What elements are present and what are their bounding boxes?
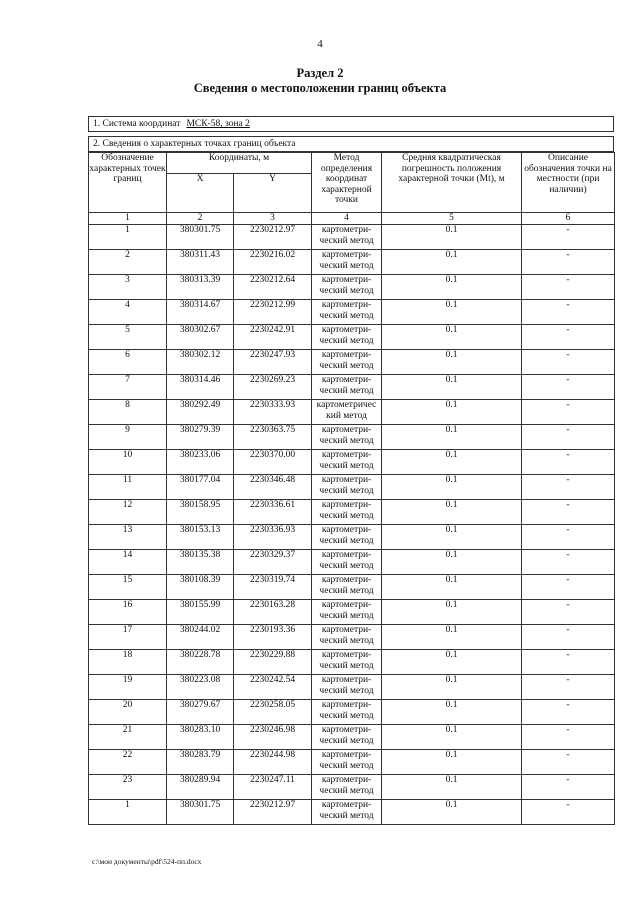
cell-y: 2230229.88 xyxy=(234,650,312,675)
cell-x: 380313.39 xyxy=(167,275,234,300)
column-number: 2 xyxy=(167,213,234,225)
cell-point: 19 xyxy=(89,675,167,700)
cell-x: 380279.39 xyxy=(167,425,234,450)
cell-y: 2230319.74 xyxy=(234,575,312,600)
cell-method: картометри-ческий метод xyxy=(312,225,382,250)
cell-y: 2230247.11 xyxy=(234,775,312,800)
cell-error: 0.1 xyxy=(382,800,522,825)
cell-error: 0.1 xyxy=(382,300,522,325)
cell-method: картометри-ческий метод xyxy=(312,750,382,775)
cell-y: 2230212.64 xyxy=(234,275,312,300)
cell-y: 2230246.98 xyxy=(234,725,312,750)
cell-error: 0.1 xyxy=(382,325,522,350)
cell-description: - xyxy=(522,350,615,375)
cell-x: 380311.43 xyxy=(167,250,234,275)
cell-point: 14 xyxy=(89,550,167,575)
cell-description: - xyxy=(522,500,615,525)
cell-error: 0.1 xyxy=(382,425,522,450)
cell-point: 1 xyxy=(89,800,167,825)
cell-description: - xyxy=(522,650,615,675)
cell-error: 0.1 xyxy=(382,725,522,750)
table-row xyxy=(89,225,615,250)
column-number: 5 xyxy=(382,213,522,225)
cell-description: - xyxy=(522,575,615,600)
cell-description: - xyxy=(522,275,615,300)
cell-error: 0.1 xyxy=(382,675,522,700)
cell-point: 11 xyxy=(89,475,167,500)
header-method: Метод определения координат характерной точки xyxy=(312,153,382,213)
table-row xyxy=(89,425,615,450)
cell-x: 380223.08 xyxy=(167,675,234,700)
cell-description: - xyxy=(522,325,615,350)
cell-x: 380301.75 xyxy=(167,800,234,825)
cell-description: - xyxy=(522,375,615,400)
cell-x: 380158.95 xyxy=(167,500,234,525)
cell-y: 2230242.91 xyxy=(234,325,312,350)
cell-error: 0.1 xyxy=(382,575,522,600)
cell-y: 2230269.23 xyxy=(234,375,312,400)
cell-x: 380314.46 xyxy=(167,375,234,400)
table-row xyxy=(89,375,615,400)
table-row xyxy=(89,600,615,625)
table-row xyxy=(89,500,615,525)
cell-point: 10 xyxy=(89,450,167,475)
column-number: 1 xyxy=(89,213,167,225)
cell-method: картометри-ческий метод xyxy=(312,575,382,600)
cell-error: 0.1 xyxy=(382,700,522,725)
cell-y: 2230212.97 xyxy=(234,800,312,825)
cell-method: картометри-ческий метод xyxy=(312,325,382,350)
cell-description: - xyxy=(522,600,615,625)
cell-method: картометри-ческий метод xyxy=(312,500,382,525)
cell-y: 2230333.93 xyxy=(234,400,312,425)
cell-description: - xyxy=(522,550,615,575)
table-row xyxy=(89,450,615,475)
cell-point: 23 xyxy=(89,775,167,800)
cell-description: - xyxy=(522,425,615,450)
cell-y: 2230346.48 xyxy=(234,475,312,500)
cell-description: - xyxy=(522,525,615,550)
cell-point: 12 xyxy=(89,500,167,525)
coordinate-system-label: 1. Система координат xyxy=(93,119,181,129)
table-row xyxy=(89,300,615,325)
cell-point: 21 xyxy=(89,725,167,750)
cell-method: картометри-ческий метод xyxy=(312,350,382,375)
cell-error: 0.1 xyxy=(382,625,522,650)
table-row xyxy=(89,550,615,575)
table-row xyxy=(89,775,615,800)
cell-method: картометри-ческий метод xyxy=(312,475,382,500)
section-title-line2: Сведения о местоположении границ объекта xyxy=(193,81,447,95)
document-frame xyxy=(88,116,614,825)
cell-error: 0.1 xyxy=(382,550,522,575)
cell-point: 5 xyxy=(89,325,167,350)
cell-point: 18 xyxy=(89,650,167,675)
cell-y: 2230242.54 xyxy=(234,675,312,700)
cell-x: 380289.94 xyxy=(167,775,234,800)
cell-method: картометри-ческий метод xyxy=(312,700,382,725)
coordinate-system-row xyxy=(88,116,614,132)
cell-method: картометри-ческий метод xyxy=(312,625,382,650)
points-table-body xyxy=(89,225,615,825)
cell-error: 0.1 xyxy=(382,775,522,800)
table-row xyxy=(89,650,615,675)
header-error: Средняя квадратическая погрешность положения характерной точки (Mt), м xyxy=(382,153,522,213)
cell-description: - xyxy=(522,750,615,775)
header-point-designation: Обозначение характерных точек границ xyxy=(89,153,167,213)
table-row xyxy=(89,675,615,700)
cell-point: 9 xyxy=(89,425,167,450)
cell-point: 4 xyxy=(89,300,167,325)
cell-y: 2230370.00 xyxy=(234,450,312,475)
cell-method: картометри-ческий метод xyxy=(312,550,382,575)
cell-error: 0.1 xyxy=(382,650,522,675)
cell-method: картометри-ческий метод xyxy=(312,725,382,750)
cell-y: 2230336.61 xyxy=(234,500,312,525)
cell-x: 380135.38 xyxy=(167,550,234,575)
header-coordinates: Координаты, м xyxy=(167,153,312,174)
cell-x: 380302.67 xyxy=(167,325,234,350)
cell-x: 380244.02 xyxy=(167,625,234,650)
cell-description: - xyxy=(522,450,615,475)
cell-description: - xyxy=(522,675,615,700)
cell-point: 20 xyxy=(89,700,167,725)
column-number: 6 xyxy=(522,213,615,225)
cell-point: 22 xyxy=(89,750,167,775)
cell-x: 380108.39 xyxy=(167,575,234,600)
points-table xyxy=(88,152,615,825)
cell-method: картометри-ческий метод xyxy=(312,600,382,625)
cell-description: - xyxy=(522,725,615,750)
cell-y: 2230212.97 xyxy=(234,225,312,250)
cell-point: 8 xyxy=(89,400,167,425)
table-row xyxy=(89,400,615,425)
header-x: X xyxy=(167,174,234,213)
cell-error: 0.1 xyxy=(382,350,522,375)
cell-point: 13 xyxy=(89,525,167,550)
coordinate-system-value: МСК-58, зона 2 xyxy=(186,119,250,129)
table-row xyxy=(89,575,615,600)
cell-description: - xyxy=(522,300,615,325)
table-row xyxy=(89,700,615,725)
cell-method: картометри-ческий метод xyxy=(312,425,382,450)
cell-method: картометри-ческий метод xyxy=(312,775,382,800)
table-row xyxy=(89,325,615,350)
cell-y: 2230212.99 xyxy=(234,300,312,325)
column-number: 3 xyxy=(234,213,312,225)
cell-point: 3 xyxy=(89,275,167,300)
cell-x: 380233.06 xyxy=(167,450,234,475)
cell-y: 2230336.93 xyxy=(234,525,312,550)
cell-description: - xyxy=(522,475,615,500)
table-row xyxy=(89,625,615,650)
cell-method: картометри-ческий метод xyxy=(312,275,382,300)
section-title xyxy=(0,66,640,96)
cell-x: 380302.12 xyxy=(167,350,234,375)
cell-error: 0.1 xyxy=(382,525,522,550)
table-row xyxy=(89,350,615,375)
table-row xyxy=(89,250,615,275)
cell-x: 380292.49 xyxy=(167,400,234,425)
column-number: 4 xyxy=(312,213,382,225)
cell-x: 380228.78 xyxy=(167,650,234,675)
footer-file-path: c:\мои документы\pdf\524-пп.docx xyxy=(92,857,202,866)
cell-point: 2 xyxy=(89,250,167,275)
cell-description: - xyxy=(522,400,615,425)
cell-x: 380155.99 xyxy=(167,600,234,625)
cell-point: 6 xyxy=(89,350,167,375)
cell-description: - xyxy=(522,700,615,725)
cell-point: 1 xyxy=(89,225,167,250)
cell-x: 380153.13 xyxy=(167,525,234,550)
header-description: Описание обозначения точки на местности (при наличии) xyxy=(522,153,615,213)
cell-description: - xyxy=(522,225,615,250)
cell-error: 0.1 xyxy=(382,600,522,625)
cell-description: - xyxy=(522,775,615,800)
cell-error: 0.1 xyxy=(382,500,522,525)
table-row xyxy=(89,275,615,300)
page-number: 4 xyxy=(317,38,323,50)
cell-description: - xyxy=(522,250,615,275)
cell-error: 0.1 xyxy=(382,250,522,275)
cell-method: картометри-ческий метод xyxy=(312,375,382,400)
cell-y: 2230247.93 xyxy=(234,350,312,375)
cell-method: картометри-ческий метод xyxy=(312,525,382,550)
table-row xyxy=(89,750,615,775)
cell-y: 2230216.02 xyxy=(234,250,312,275)
cell-description: - xyxy=(522,625,615,650)
cell-method: картометри-ческий метод xyxy=(312,675,382,700)
cell-error: 0.1 xyxy=(382,750,522,775)
cell-point: 15 xyxy=(89,575,167,600)
cell-error: 0.1 xyxy=(382,400,522,425)
header-y: Y xyxy=(234,174,312,213)
cell-point: 16 xyxy=(89,600,167,625)
table-row xyxy=(89,475,615,500)
cell-method: картометри-ческий метод xyxy=(312,450,382,475)
table-row xyxy=(89,525,615,550)
cell-y: 2230258.05 xyxy=(234,700,312,725)
cell-y: 2230363.75 xyxy=(234,425,312,450)
cell-x: 380177.04 xyxy=(167,475,234,500)
cell-point: 7 xyxy=(89,375,167,400)
cell-error: 0.1 xyxy=(382,475,522,500)
cell-method: картометри-ческий метод xyxy=(312,650,382,675)
cell-x: 380301.75 xyxy=(167,225,234,250)
cell-y: 2230329.37 xyxy=(234,550,312,575)
cell-y: 2230193.36 xyxy=(234,625,312,650)
cell-x: 380283.10 xyxy=(167,725,234,750)
cell-x: 380314.67 xyxy=(167,300,234,325)
table-row xyxy=(89,800,615,825)
cell-error: 0.1 xyxy=(382,375,522,400)
cell-y: 2230244.98 xyxy=(234,750,312,775)
column-numbers-row xyxy=(89,213,615,225)
cell-method: картометри-ческий метод xyxy=(312,300,382,325)
cell-method: картометри-ческий метод xyxy=(312,800,382,825)
cell-error: 0.1 xyxy=(382,450,522,475)
cell-error: 0.1 xyxy=(382,225,522,250)
cell-x: 380283.79 xyxy=(167,750,234,775)
cell-method: картометричес кий метод xyxy=(312,400,382,425)
section-title-line1: Раздел 2 xyxy=(296,66,344,80)
cell-y: 2230163.28 xyxy=(234,600,312,625)
cell-point: 17 xyxy=(89,625,167,650)
points-section-label: 2. Сведения о характерных точках границ объекта xyxy=(88,136,614,152)
cell-error: 0.1 xyxy=(382,275,522,300)
cell-x: 380279.67 xyxy=(167,700,234,725)
cell-method: картометри-ческий метод xyxy=(312,250,382,275)
table-row xyxy=(89,725,615,750)
cell-description: - xyxy=(522,800,615,825)
